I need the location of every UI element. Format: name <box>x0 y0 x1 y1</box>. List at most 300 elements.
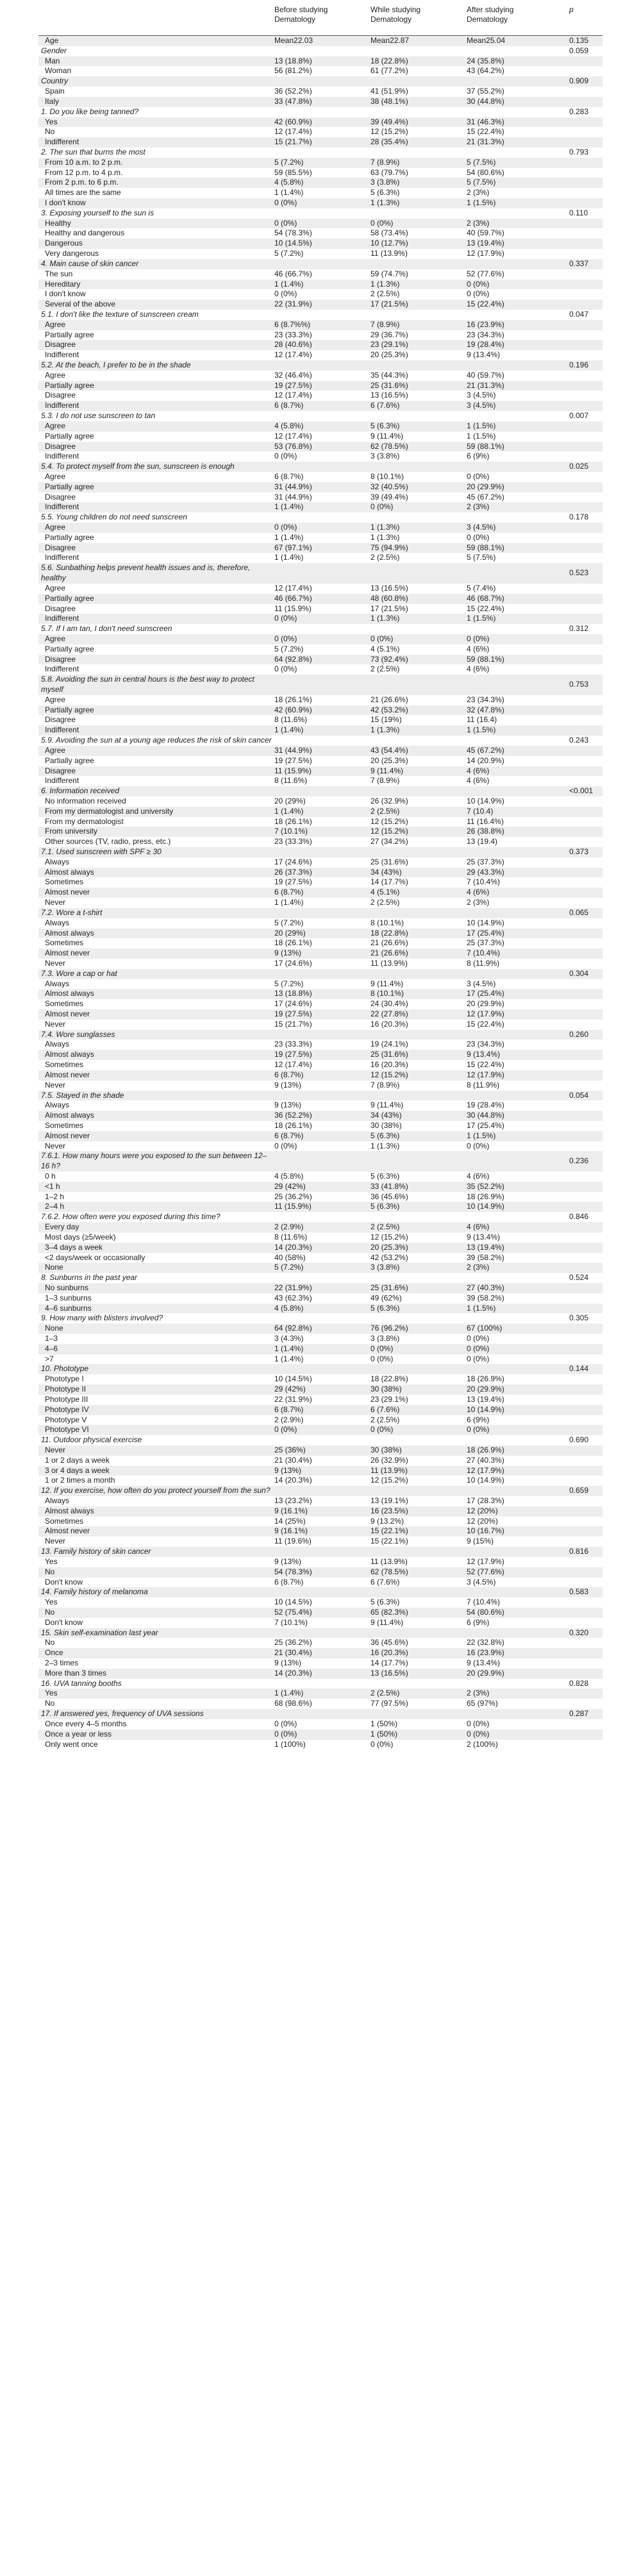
table-section-row <box>38 624 603 634</box>
cell-before: 1 (1.4%) <box>274 1354 304 1363</box>
cell-after: 23 (34.3%) <box>467 1040 504 1049</box>
row-label: Disagree <box>45 603 76 613</box>
cell-p: 0.659 <box>569 1486 589 1495</box>
cell-while: 20 (25.3%) <box>370 755 408 765</box>
row-label: Almost always <box>45 1506 94 1515</box>
cell-while: 0 (0%) <box>370 1354 394 1363</box>
table-row <box>38 1496 603 1506</box>
cell-after: 9 (13.4%) <box>467 350 501 360</box>
cell-after: 3 (4.5%) <box>467 401 496 410</box>
cell-while: 36 (45.6%) <box>370 1638 408 1647</box>
cell-while: 30 (38%) <box>370 1120 402 1130</box>
row-label: 5.3. I do not use sunscreen to tan <box>41 411 156 421</box>
cell-after: 13 (19.4%) <box>467 239 504 248</box>
cell-after: 52 (77.6%) <box>467 1567 504 1576</box>
table-row <box>38 1526 603 1536</box>
cell-before: 31 (44.9%) <box>274 482 312 491</box>
cell-before: 7 (10.1%) <box>274 1617 308 1627</box>
table-row <box>38 1334 603 1344</box>
table-row <box>38 158 603 168</box>
table-row <box>38 989 603 999</box>
cell-while: 2 (2.5%) <box>370 664 400 674</box>
cell-after: 1 (1.5%) <box>467 421 496 430</box>
table-row <box>38 36 603 46</box>
table-row <box>38 817 603 827</box>
cell-after: 39 (58.2%) <box>467 1252 504 1262</box>
row-label: Always <box>45 918 70 927</box>
table-row <box>38 857 603 868</box>
row-label: More than 3 times <box>45 1668 107 1678</box>
cell-after: 1 (1.5%) <box>467 1131 496 1140</box>
table-section-row <box>38 360 603 371</box>
row-label: Indifferent <box>45 350 79 360</box>
row-label: Disagree <box>45 543 76 552</box>
row-label: Yes <box>45 117 58 126</box>
cell-p: 0.312 <box>569 624 589 634</box>
cell-while: 0 (0%) <box>370 502 394 512</box>
cell-after: 2 (3%) <box>467 502 490 512</box>
cell-before: 0 (0%) <box>274 218 297 228</box>
cell-while: 2 (2.5%) <box>370 806 400 816</box>
cell-while: 23 (29.1%) <box>370 340 408 349</box>
cell-while: 48 (60.8%) <box>370 593 408 603</box>
cell-while: 5 (6.3%) <box>370 1597 400 1607</box>
row-label: Partially agree <box>45 330 94 339</box>
cell-before: 43 (62.3%) <box>274 1293 312 1302</box>
cell-after: 8 (11.9%) <box>467 958 500 968</box>
table-row <box>38 877 603 888</box>
row-label: 5.7. If I am tan, I don't need sunscreen <box>41 624 172 634</box>
table-row <box>38 1536 603 1547</box>
cell-before: 4 (5.8%) <box>274 421 304 430</box>
table-row <box>38 451 603 462</box>
cell-before: 0 (0%) <box>274 198 297 207</box>
row-label: >7 <box>45 1354 54 1363</box>
table-section-row <box>38 1435 603 1445</box>
cell-after: 59 (88.1%) <box>467 543 504 552</box>
row-label: 12. If you exercise, how often do you protect yourself from the sun? <box>41 1486 271 1495</box>
row-label: None <box>45 1263 63 1272</box>
table-row <box>38 1730 603 1740</box>
row-label: Most days (≥5/week) <box>45 1232 116 1242</box>
cell-after: 12 (17.9%) <box>467 1009 504 1018</box>
row-label: 5.8. Avoiding the sun in central hours is the best way to protect myself <box>41 675 254 694</box>
row-label: Disagree <box>45 654 76 664</box>
cell-while: 1 (1.3%) <box>370 198 400 207</box>
table-section-row <box>38 736 603 746</box>
cell-before: 14 (20.3%) <box>274 1242 312 1252</box>
table-row <box>38 1608 603 1618</box>
cell-before: 46 (66.7%) <box>274 269 312 278</box>
row-label: Dangerous <box>45 239 83 248</box>
cell-while: 33 (41.8%) <box>370 1181 408 1191</box>
cell-p: 0.846 <box>569 1212 589 1222</box>
table-section-row <box>38 1030 603 1040</box>
table-row <box>38 695 603 705</box>
cell-while: 12 (15.2%) <box>370 1476 408 1485</box>
cell-before: 9 (16.1%) <box>274 1526 308 1536</box>
row-label: 4–6 <box>45 1343 58 1353</box>
table-row <box>38 198 603 208</box>
cell-before: 12 (17.4%) <box>274 127 312 137</box>
row-label: Always <box>45 1100 70 1110</box>
cell-before: 6 (8.7%) <box>274 471 304 481</box>
table-section-row <box>38 147 603 158</box>
row-label: Sometimes <box>45 877 84 887</box>
cell-while: 30 (38%) <box>370 1385 402 1394</box>
cell-before: 6 (8.7%%) <box>274 319 311 329</box>
cell-while: 5 (6.3%) <box>370 421 400 430</box>
row-label: 5.5. Young children do not need sunscreen <box>41 512 187 522</box>
table-row <box>38 1597 603 1608</box>
row-label: Disagree <box>45 492 76 501</box>
cell-after: 15 (22.4%) <box>467 1060 504 1070</box>
table-row <box>38 1354 603 1365</box>
cell-while: 2 (2.5%) <box>370 553 400 562</box>
row-label: Yes <box>45 1688 58 1698</box>
table-row <box>38 837 603 847</box>
cell-before: 18 (26.1%) <box>274 816 312 826</box>
cell-p: 0.524 <box>569 1273 589 1283</box>
cell-after: 5 (7.5%) <box>467 553 496 562</box>
table-section-row <box>38 1628 603 1638</box>
cell-after: 45 (67.2%) <box>467 492 504 501</box>
cell-before: 8 (11.6%) <box>274 715 308 725</box>
cell-p: 0.793 <box>569 147 589 156</box>
row-label: Healthy and dangerous <box>45 228 125 238</box>
table-row <box>38 1009 603 1020</box>
cell-after: 14 (20.9%) <box>467 755 504 765</box>
table-row <box>38 97 603 107</box>
table-section-row <box>38 1679 603 1689</box>
cell-before: 1 (1.4%) <box>274 532 304 542</box>
cell-while: 12 (15.2%) <box>370 1232 408 1242</box>
cell-after: 31 (46.3%) <box>467 117 504 126</box>
cell-while: 9 (13.2%) <box>370 1516 404 1526</box>
cell-while: 10 (12.7%) <box>370 239 408 248</box>
cell-after: 10 (14.9%) <box>467 1476 504 1485</box>
cell-while: 25 (31.6%) <box>370 1050 408 1059</box>
table-section-row <box>38 908 603 918</box>
cell-before: 25 (36.2%) <box>274 1191 312 1201</box>
cell-while: 5 (6.3%) <box>370 1131 400 1140</box>
row-label: I don't know <box>45 198 86 207</box>
cell-while: 42 (53.2%) <box>370 1252 408 1262</box>
row-label: Partially agree <box>45 431 94 441</box>
cell-while: 28 (35.4%) <box>370 137 408 147</box>
row-label: Sometimes <box>45 999 84 1009</box>
cell-after: 67 (100%) <box>467 1324 503 1333</box>
cell-after: Mean25.04 <box>467 36 506 45</box>
cell-while: 1 (1.3%) <box>370 532 400 542</box>
table-section-row <box>38 1212 603 1222</box>
cell-before: 12 (17.4%) <box>274 391 312 400</box>
cell-p: 0.025 <box>569 462 589 471</box>
table-row <box>38 87 603 97</box>
row-label: Phototype III <box>45 1394 88 1404</box>
cell-while: 32 (40.5%) <box>370 482 408 491</box>
row-label: Agree <box>45 523 66 532</box>
cell-before: 20 (29%) <box>274 928 306 938</box>
cell-before: 68 (98.6%) <box>274 1699 312 1708</box>
table-row <box>38 715 603 725</box>
cell-p: 0.178 <box>569 512 589 522</box>
cell-before: 5 (7.2%) <box>274 979 304 988</box>
cell-after: 17 (25.4%) <box>467 1120 504 1130</box>
row-label: 7.6.2. How often were you exposed during this time? <box>41 1212 221 1222</box>
cell-after: 2 (3%) <box>467 188 490 198</box>
cell-after: 18 (26.9%) <box>467 1191 504 1201</box>
cell-while: 14 (17.7%) <box>370 877 408 887</box>
cell-p: 0.135 <box>569 36 589 45</box>
cell-before: 0 (0%) <box>274 1729 297 1738</box>
row-label: The sun <box>45 269 73 278</box>
cell-after: 12 (17.9%) <box>467 1465 504 1475</box>
cell-while: 62 (78.5%) <box>370 1567 408 1576</box>
cell-before: 54 (78.3%) <box>274 1567 312 1576</box>
table-row <box>38 604 603 614</box>
table-row <box>38 1578 603 1588</box>
row-label: Indifferent <box>45 614 79 623</box>
row-label: 2. The sun that burns the most <box>41 147 146 156</box>
cell-after: 1 (1.5%) <box>467 198 496 207</box>
header-after: After studying Dematology <box>467 5 514 24</box>
row-label: 7.4. Wore sunglasses <box>41 1029 115 1039</box>
cell-before: 11 (15.9%) <box>274 603 312 613</box>
cell-p: 0.236 <box>569 1156 589 1166</box>
table-header <box>38 0 603 36</box>
cell-after: 18 (26.9%) <box>467 1374 504 1384</box>
cell-while: 7 (8.9%) <box>370 319 400 329</box>
row-label: Only went once <box>45 1739 98 1749</box>
cell-while: 17 (21.5%) <box>370 299 408 309</box>
table-row <box>38 523 603 533</box>
row-label: 3–4 days a week <box>45 1242 103 1252</box>
table-section-row <box>38 76 603 87</box>
cell-before: 0 (0%) <box>274 523 297 532</box>
cell-after: 7 (10.4%) <box>467 1597 501 1607</box>
cell-before: 12 (17.4%) <box>274 1060 312 1070</box>
table-row <box>38 1425 603 1435</box>
cell-p: 0.753 <box>569 680 589 689</box>
table-row <box>38 543 603 553</box>
cell-while: 13 (16.5%) <box>370 1668 408 1678</box>
cell-while: 21 (26.6%) <box>370 695 408 704</box>
row-label: No <box>45 1699 55 1708</box>
table-row <box>38 1405 603 1415</box>
cell-while: 7 (8.9%) <box>370 1080 400 1090</box>
cell-after: 1 (1.5%) <box>467 431 496 441</box>
row-label: Hereditary <box>45 279 81 289</box>
cell-while: 21 (26.6%) <box>370 938 408 948</box>
row-label: Always <box>45 1040 70 1049</box>
cell-after: 3 (4.5%) <box>467 391 496 400</box>
cell-after: 7 (10.4%) <box>467 948 501 958</box>
cell-before: 17 (24.6%) <box>274 958 312 968</box>
row-label: Don't know <box>45 1577 83 1587</box>
cell-before: 6 (8.7%) <box>274 1131 304 1140</box>
row-label: Agree <box>45 421 66 430</box>
row-label: Sometimes <box>45 1120 84 1130</box>
cell-after: 13 (19.4%) <box>467 1394 504 1404</box>
table-row <box>38 1506 603 1517</box>
cell-before: 9 (13%) <box>274 1080 302 1090</box>
table-row <box>38 655 603 665</box>
row-label: Phototype IV <box>45 1404 89 1414</box>
cell-after: 11 (16.4%) <box>467 816 504 826</box>
cell-before: 22 (31.9%) <box>274 1283 312 1292</box>
cell-after: 12 (20%) <box>467 1506 498 1515</box>
row-label: Always <box>45 1496 70 1505</box>
row-label: Agree <box>45 319 66 329</box>
table-row <box>38 381 603 391</box>
row-label: 11. Outdoor physical exercise <box>41 1435 142 1445</box>
cell-while: 0 (0%) <box>370 1739 394 1749</box>
table-row <box>38 1121 603 1131</box>
table-row <box>38 280 603 290</box>
cell-after: 21 (31.3%) <box>467 380 504 390</box>
cell-before: 29 (42%) <box>274 1181 306 1191</box>
cell-after: 4 (6%) <box>467 664 490 674</box>
cell-while: 25 (31.6%) <box>370 1283 408 1292</box>
cell-while: Mean22.87 <box>370 36 410 45</box>
row-label: Sometimes <box>45 938 84 948</box>
cell-while: 5 (6.3%) <box>370 1202 400 1211</box>
row-label: Agree <box>45 471 66 481</box>
table-row <box>38 898 603 908</box>
cell-while: 0 (0%) <box>370 634 394 643</box>
table-row <box>38 1100 603 1111</box>
cell-after: 46 (68.7%) <box>467 593 504 603</box>
cell-before: 32 (46.4%) <box>274 370 312 380</box>
table-section-row <box>38 847 603 857</box>
cell-after: 23 (34.3%) <box>467 695 504 704</box>
cell-while: 9 (11.4%) <box>370 1617 404 1627</box>
row-label: Every day <box>45 1222 79 1232</box>
cell-before: 28 (40.6%) <box>274 340 312 349</box>
header-before: Before studying Dematology <box>274 5 328 24</box>
cell-after: 4 (6%) <box>467 766 490 775</box>
table-section-row <box>38 411 603 421</box>
table-row <box>38 1020 603 1030</box>
row-label: No <box>45 1567 55 1576</box>
cell-before: 7 (10.1%) <box>274 827 308 836</box>
row-label: Almost always <box>45 1111 94 1120</box>
table-row <box>38 644 603 655</box>
table-row <box>38 746 603 756</box>
table-row <box>38 584 603 594</box>
table-row <box>38 1648 603 1658</box>
row-label: 2–4 h <box>45 1202 65 1211</box>
row-label: Almost never <box>45 1131 90 1140</box>
row-label: Woman <box>45 66 72 76</box>
cell-before: 22 (31.9%) <box>274 1394 312 1404</box>
row-label: 5.2. At the beach, I prefer to be in the shade <box>41 360 191 369</box>
cell-before: 42 (60.9%) <box>274 705 312 714</box>
cell-while: 62 (78.5%) <box>370 441 408 451</box>
row-label: 10. Phototype <box>41 1364 89 1374</box>
cell-before: 1 (1.4%) <box>274 502 304 512</box>
row-label: Almost never <box>45 1009 90 1018</box>
table-row <box>38 1517 603 1527</box>
row-label: 7.2. Wore a t-shirt <box>41 907 103 917</box>
table-row <box>38 1222 603 1233</box>
cell-before: 9 (13%) <box>274 1556 302 1566</box>
table-row <box>38 178 603 188</box>
row-label: From my dermatologist <box>45 816 124 826</box>
cell-before: 10 (14.5%) <box>274 239 312 248</box>
cell-before: 18 (26.1%) <box>274 938 312 948</box>
cell-p: 0.059 <box>569 46 589 55</box>
table-row <box>38 1719 603 1730</box>
cell-before: 21 (30.4%) <box>274 1648 312 1658</box>
cell-after: 10 (14.9%) <box>467 1202 504 1211</box>
cell-before: 25 (36%) <box>274 1445 306 1454</box>
table-row <box>38 796 603 807</box>
cell-after: 9 (15%) <box>467 1536 494 1546</box>
cell-after: 2 (3%) <box>467 1263 490 1272</box>
row-label: Almost always <box>45 1050 94 1059</box>
cell-after: 5 (7.5%) <box>467 157 496 167</box>
cell-while: 75 (94.9%) <box>370 543 408 552</box>
cell-while: 34 (43%) <box>370 867 402 877</box>
row-label: 3. Exposing yourself to the sun is <box>41 208 154 217</box>
row-label: 5.1. I don't like the texture of sunscreen cream <box>41 309 199 319</box>
cell-while: 5 (6.3%) <box>370 1303 400 1313</box>
cell-after: 40 (59.7%) <box>467 228 504 238</box>
cell-while: 16 (20.3%) <box>370 1060 408 1070</box>
cell-before: 12 (17.4%) <box>274 431 312 441</box>
row-label: 1 or 2 days a week <box>45 1455 110 1465</box>
cell-before: 4 (5.8%) <box>274 178 304 187</box>
table-row <box>38 432 603 442</box>
row-label: Partially agree <box>45 705 94 714</box>
cell-while: 11 (13.9%) <box>370 249 408 258</box>
row-label: 2–3 times <box>45 1658 79 1667</box>
table-row <box>38 1192 603 1202</box>
table-row <box>38 340 603 350</box>
table-row <box>38 594 603 604</box>
table-row <box>38 1202 603 1212</box>
cell-after: 22 (32.8%) <box>467 1638 504 1647</box>
table-row <box>38 1243 603 1253</box>
cell-while: 1 (1.3%) <box>370 1141 400 1150</box>
table-section-row <box>38 1547 603 1557</box>
row-label: 0 h <box>45 1172 56 1181</box>
cell-while: 4 (5.1%) <box>370 888 400 897</box>
row-label: 7.6.1. How many hours were you exposed to the sun between 12–16 h? <box>41 1151 267 1171</box>
cell-while: 11 (13.9%) <box>370 958 408 968</box>
table-row <box>38 299 603 310</box>
cell-before: 13 (18.8%) <box>274 989 312 998</box>
cell-before: Mean22.03 <box>274 36 313 45</box>
cell-before: 36 (52.2%) <box>274 1111 312 1120</box>
table-section-row <box>38 1587 603 1597</box>
cell-while: 12 (15.2%) <box>370 1070 408 1079</box>
table-section-row <box>38 1486 603 1496</box>
cell-p: 0.523 <box>569 568 589 578</box>
cell-p: 0.305 <box>569 1313 589 1323</box>
cell-after: 3 (4.5%) <box>467 523 496 532</box>
cell-before: 5 (7.2%) <box>274 249 304 258</box>
cell-after: 0 (0%) <box>467 1425 490 1435</box>
cell-while: 13 (16.5%) <box>370 583 408 593</box>
cell-while: 65 (82.3%) <box>370 1607 408 1617</box>
table-section-row <box>38 1273 603 1283</box>
row-label: Indifferent <box>45 725 79 735</box>
cell-while: 6 (7.6%) <box>370 1577 400 1587</box>
row-label: 4. Main cause of skin cancer <box>41 258 139 268</box>
